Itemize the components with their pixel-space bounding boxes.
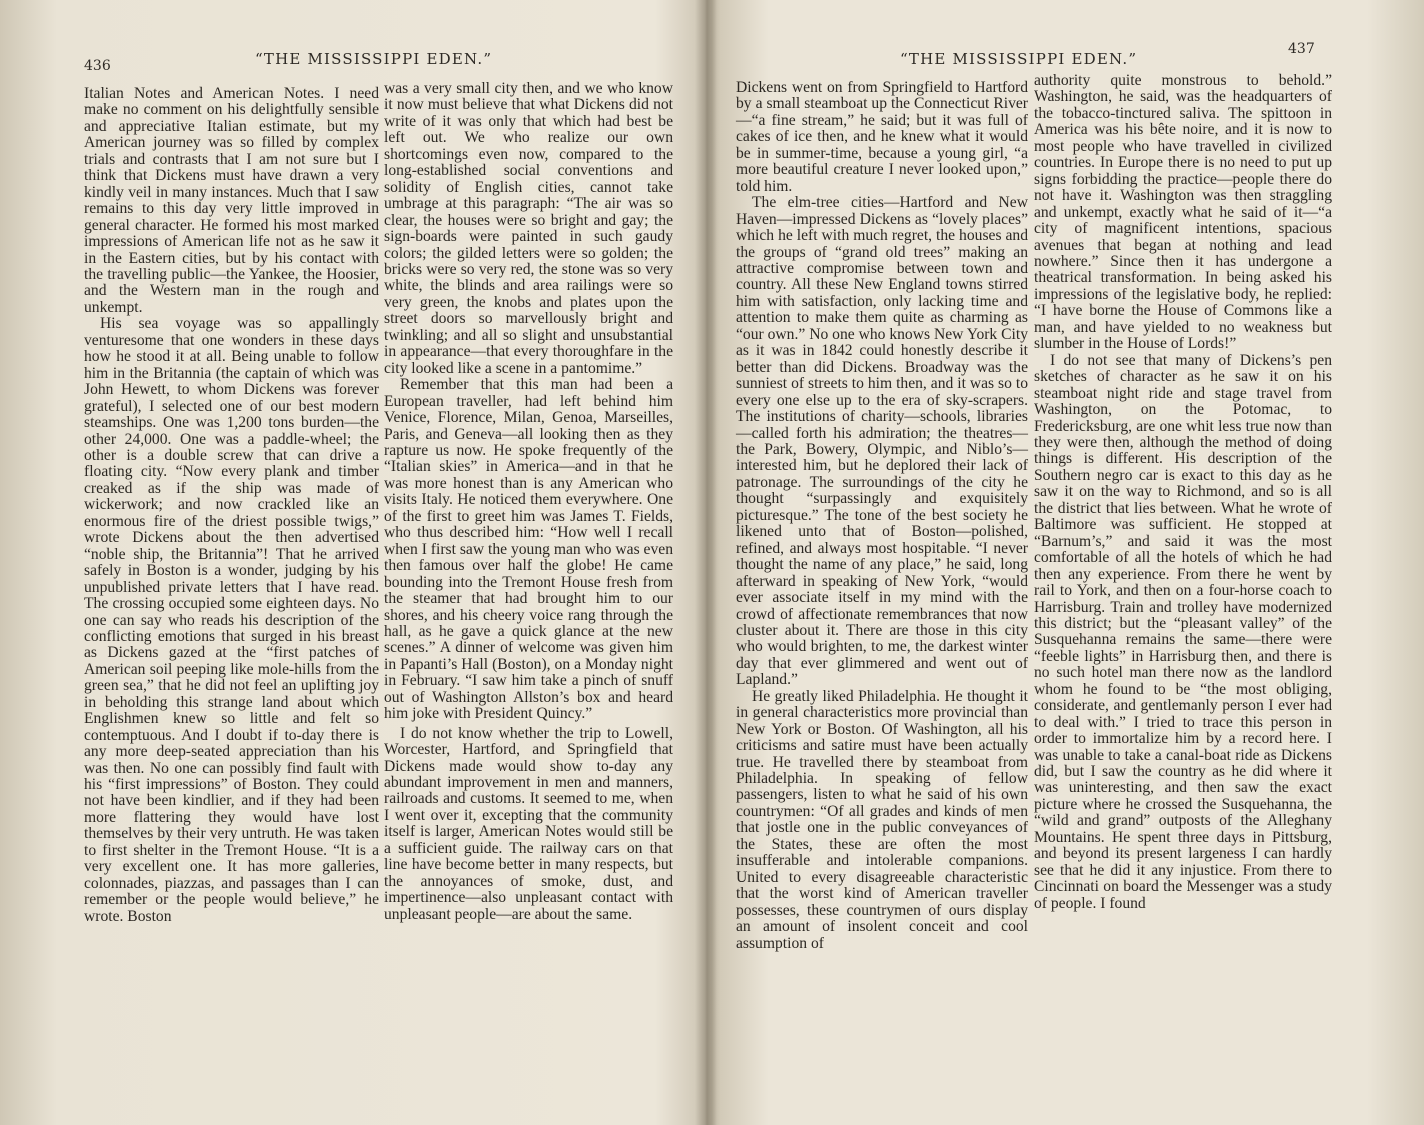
left-page	[0, 0, 700, 1125]
text-column-1	[84, 86, 379, 925]
paragraph: was a very small city then, and we who know it now must believe that what Dickens did not write of it was only that which had best be left out. We who realize our own shortcomings even now, compared to the long-established social conventions and solidity of English cities, cannot take umbrage at this paragraph: “The air was so clear, the houses were so bright and gay; the sign-boards were painted in such gaudy colors; the gilded letters were so golden; the bricks were so very red, the stone was so very white, the blinds and area railings were so very green, the knobs and plates upon the street doors so marvellously bright and twinkling; and all so slight and unsubstantial in appearance—that every thoroughfare in the city looked like a scene in a pantomime.”	[384, 80, 673, 377]
running-head: “THE MISSISSIPPI EDEN.”	[255, 50, 493, 68]
text-column-2	[384, 81, 673, 923]
page-number: 437	[1288, 41, 1315, 57]
paragraph: He greatly liked Philadelphia. He thought it in general characteristics more provincial than New York or Boston. Of Washington, all his criticisms and satire must have been actually true. He travelled there by steamboat from Philadelphia. In speaking of fellow passengers, listen to what he said of his own countrymen: “Of all grades and kinds of men that jostle one in the public conveyances of the States, these are often the most insufferable and intolerable companions. United to every disagreeable characteristic that the worst kind of American traveller possesses, these countrymen of ours display an amount of insolent conceit and cool assumption of	[736, 687, 1028, 952]
paragraph: I do not see that many of Dickens’s pen sketches of character as he saw it on his steamboat night ride and stage travel from Washington, on the Potomac, to Fredericksburg, are one whit less true now than they were then, although the method of doing things is different. His description of the Southern negro car is exact to this day as he saw it on the way to Richmond, and so is all the district that lies between. What he wrote of Baltimore was sufficient. He stopped at “Barnum’s,” and said it was the most comfortable of all the hotels of which he had then any experience. From there he went by rail to York, and then on a four-horse coach to Harrisburg. Train and trolley have modernized this district; but the “pleasant valley” of the Susquehanna remains the same—there were “feeble lights” in Harrisburg then, and there is no such hotel man there now as the landlord whom he found to be “the most obliging, considerate, and gentlemanly person I ever had to deal with.” I tried to trace this person in order to immortalize him by a record here. I was unable to take a canal-boat ride as Dickens did, but I saw the country as he did where it was uninteresting, and then saw the exact picture where he crossed the Susquehanna, the “wild and grand” outposts of the Alleghany Mountains. He spent three days in Pittsburg, and beyond its present largeness I can hardly see that he did it any injustice. From there to Cincinnati on board the Messenger was a study of people. I found	[1034, 351, 1332, 912]
page-number: 436	[84, 58, 111, 74]
text-column-1	[736, 80, 1028, 952]
paragraph: The elm-tree cities—Hartford and New Haven—impressed Dickens as “lovely places” which he left with much regret, the houses and the groups of “grand old trees” making an attractive compromise between town and country. All these New England towns stirred him with satisfaction, only lacking time and attention to make them quite as charming as “our own.” No one who knows New York City as it was in 1842 could honestly describe it better than did Dickens. Broadway was the sunniest of streets to him then, and it was so to every one else up to the era of sky-scrapers. The institutions of charity—schools, libraries—called forth his admiration; the theatres—the Park, Bowery, Olympic, and Niblo’s—interested him, but he deplored their lack of patronage. The surroundings of the city he thought “surpassingly and exquisitely picturesque.” The tone of the best society he likened unto that of Boston—polished, refined, and always most hospitable. “I never thought the name of any place,” he said, long afterward in speaking of New York, “would ever associate itself in my mind with the crowd of affectionate remembrances that now cluster about it. There are those in this city who would brighten, to me, the darkest winter day that ever glimmered and went out of Lapland.”	[736, 194, 1028, 689]
paragraph: I do not know whether the trip to Lowell, Worcester, Hartford, and Springfield that Dickens made would show to-day any abundant improvement in men and manners, railroads and customs. It seemed to me, when I went over it, excepting that the community itself is larger, American Notes would still be a sufficient guide. The railway cars on that line have become better in many respects, but the annoyances of smoke, dust, and impertinence—also unpleasant contact with unpleasant people—are about the same.	[384, 724, 673, 923]
right-page	[712, 0, 1424, 1125]
paragraph: His sea voyage was so appallingly venturesome that one wonders in these days how he stood it at all. Being unable to follow him in the Britannia (the captain of which was John Hewett, to whom Dickens was forever grateful), I selected one of our best modern steamships. One was 1,200 tons burden—the other 24,000. One was a paddle-wheel; the other is a double screw that can drive a floating city. “Now every plank and timber creaked as if the ship was made of wickerwork; and now crackled like an enormous fire of the driest possible twigs,” wrote Dickens about the then advertised “noble ship, the Britannia”! That he arrived safely in Boston is a wonder, judging by his unpublished private letters that I have read. The crossing occupied some eighteen days. No one can say who reads his description of the conflicting emotions that surged in his breast as Dickens gazed at the “first patches of American soil peeping like mole-hills from the green sea,” that he did not feel an uplifting joy in beholding this strange land about which Englishmen knew so little and felt so contemptuous. And I doubt if to-day there is any more deep-seated appreciation than his was then. No one can possibly find fault with his “first impressions” of Boston. They could not have been kindlier, and if they had been more flattering they would have lost themselves by their very untruth. He was taken to first shelter in the Tremont House. “It is a very excellent one. It has more galleries, colonnades, piazzas, and passages than I can remember or the people would believe,” he wrote. Boston	[84, 315, 379, 925]
paragraph: Dickens went on from Springfield to Hartford by a small steamboat up the Connecticut River—“a fine stream,” he said; but it was full of cakes of ice then, and he knew what it would be in summer-time, because a young girl, “a more beautiful creature I never looked upon,” told him.	[736, 79, 1028, 195]
paragraph: authority quite monstrous to behold.” Washington, he said, was the headquarters of the tobacco-tinctured saliva. The spittoon in America was his bête noire, and it is now to most people who have travelled in civilized countries. In Europe there is no need to put up signs forbidding the practice—people there do not have it. Washington was then straggling and unkempt, exactly what he said of it—“a city of magnificent intentions, spacious avenues that began at nothing and lead nowhere.” Since then it has undergone a theatrical transformation. In being asked his impressions of the legislative body, he replied: “I have borne the House of Commons like a man, and have yielded to no weakness but slumber in the House of Lords!”	[1034, 72, 1332, 353]
paragraph: Italian Notes and American Notes. I need make no comment on his delightfully sensible and appreciative Italian estimate, but my American journey was so filled by complex trials and contrasts that I am not sure but I think that Dickens must have drawn a very kindly veil in many instances. Much that I saw remains to this day very little improved in general character. He formed his most marked impressions of American life not as he saw it in the Eastern cities, but by his contact with the travelling public—the Yankee, the Hoosier, and the Western man in the rough and unkempt.	[84, 85, 379, 316]
text-column-2	[1034, 73, 1332, 912]
paragraph: Remember that this man had been a European traveller, had left behind him Venice, Florence, Milan, Genoa, Marseilles, Paris, and Geneva—all looking then as they rapture us now. He spoke frequently of the “Italian skies” in America—and in that he was more honest than is any American who visits Italy. He noticed them everywhere. One of the first to greet him was James T. Fields, who thus described him: “How well I recall when I first saw the young man who was even then famous over half the globe! He came bounding into the Tremont House fresh from the steamer that had brought him to our shores, and his cheery voice rang through the hall, as he gave a quick glance at the new scenes.” A dinner of welcome was given him in Papanti’s Hall (Boston), on a Monday night in February. “I saw him take a pinch of snuff out of Washington Allston’s box and heard him joke with President Quincy.”	[384, 376, 673, 723]
running-head: “THE MISSISSIPPI EDEN.”	[900, 50, 1138, 68]
